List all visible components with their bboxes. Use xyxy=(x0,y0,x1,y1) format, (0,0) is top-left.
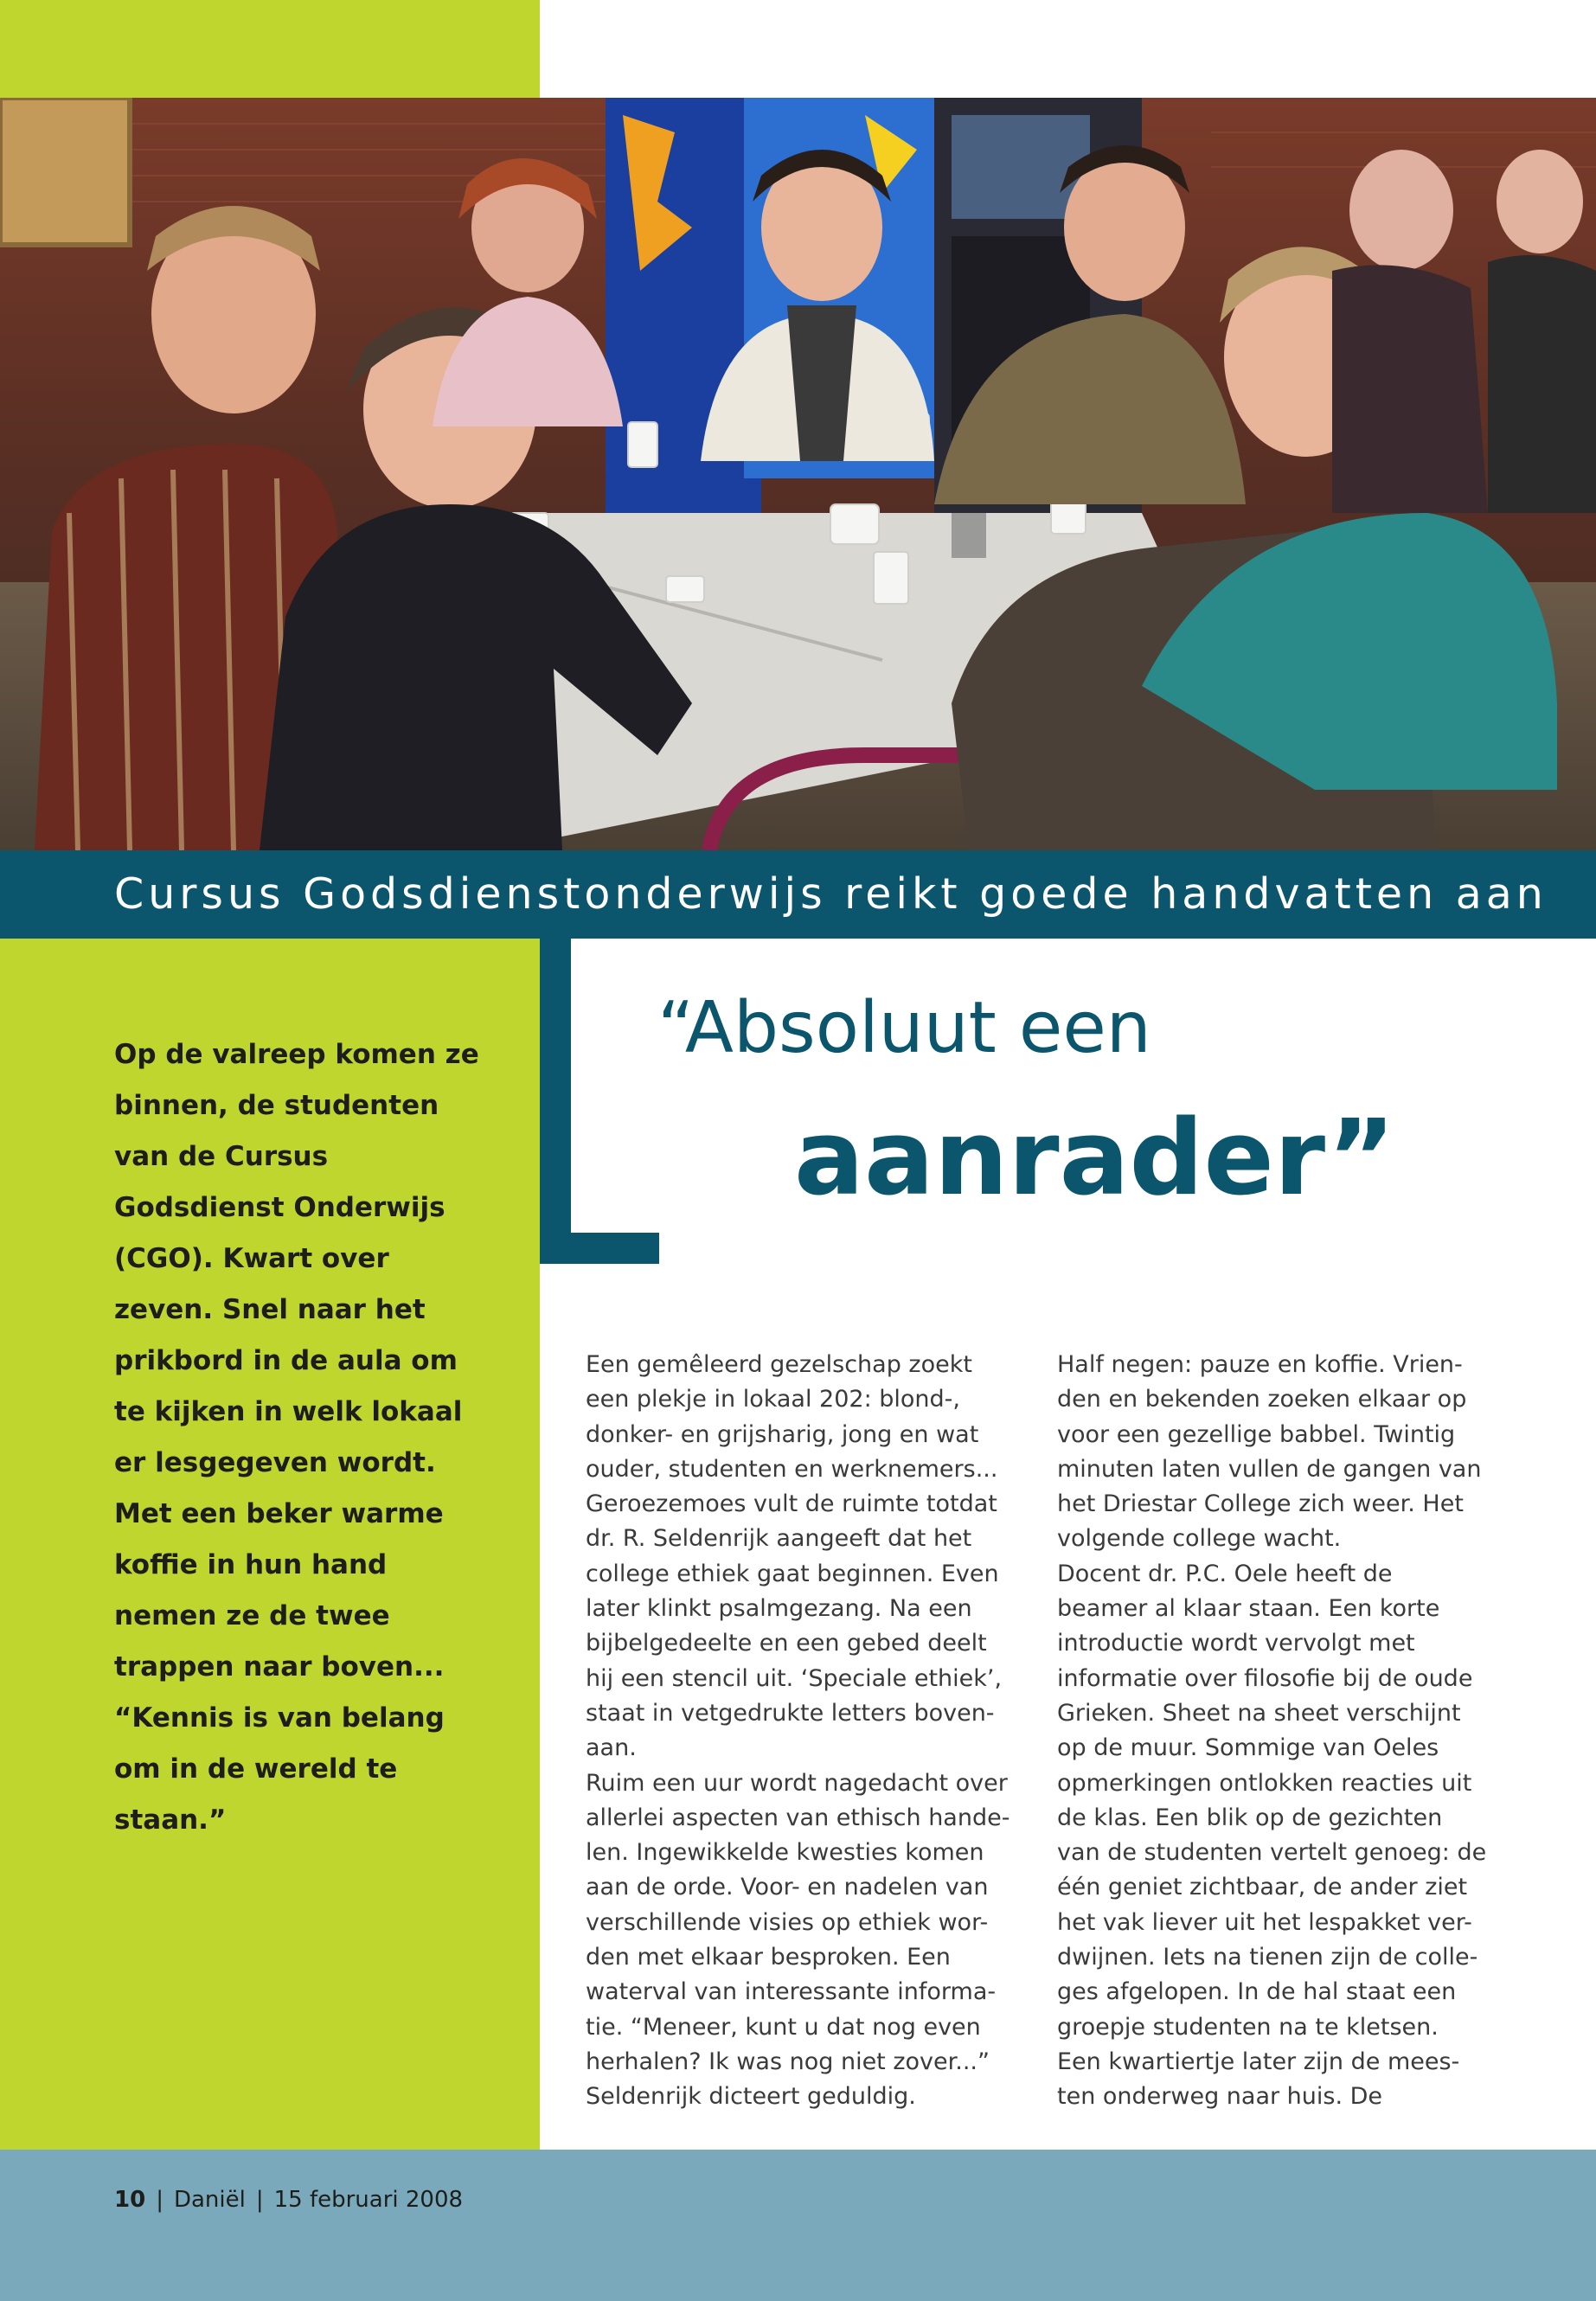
headline-line-1: “Absoluut een xyxy=(657,987,1151,1069)
headline-line-2: aanrader” xyxy=(794,1099,1396,1219)
body-column-1: Een gemêleerd gezelschap zoekt een plekje in lokaal 202: blond-, donker- en grijsharig, jong en wat ouder, studenten en werknemers... Geroezemoes vult de ruimte totdat dr. R. Seldenrijk aangeeft dat het college ethiek gaat beginnen. Even later klinkt psalmgezang. Na een bijbelgedeelte en een gebed deelt hij een stencil uit. ‘Speciale ethiek’, staat in vetgedrukte letters boven- aan. Ruim een uur wordt nagedacht over allerlei aspecten van ethisch hande- len. Ingewikkelde kwesties komen aan de orde. Voor- en nadelen van verschillende visies op ethiek wor- den met elkaar besproken. Een waterval van interessante informa- tie. “Meneer, kunt u dat nog even herhalen? Ik was nog niet zover...” Seldenrijk dicteert geduldig. xyxy=(586,1351,1010,2111)
footer-separator: | xyxy=(156,2187,163,2213)
headline-bracket-vertical xyxy=(540,939,571,1263)
article-banner: Cursus Godsdienstonderwijs reikt goede handvatten aan xyxy=(0,850,1596,939)
issue-date: 15 februari 2008 xyxy=(273,2187,464,2213)
photo-students-at-table xyxy=(0,98,1596,850)
body-column-2: Half negen: pauze en koffie. Vrien- den en bekenden zoeken elkaar op voor een gezellige babbel. Twintig minuten laten vullen de gangen van het Driestar College zich weer. Het volgende college wacht. Docent dr. P.C. Oele heeft de beamer al klaar staan. Een korte introductie wordt vervolgt met informatie over filosofie bij de oude Grieken. Sheet na sheet verschijnt op de muur. Sommige van Oeles opmerkingen ontlokken reacties uit de klas. Een blik op de gezichten van de studenten vertelt genoeg: de één geniet zichtbaar, de ander ziet het vak liever uit het lespakket ver- dwijnen. Iets na tienen zijn de colle- ges afgelopen. In de hal staat een groepje studenten na te kletsen. Een kwartiertje later zijn de mees- ten onderweg naar huis. De xyxy=(1057,1351,1487,2111)
footer-line xyxy=(114,2187,463,2213)
headline-bracket-horizontal xyxy=(540,1233,659,1264)
intro-text: Op de valreep komen ze binnen, de studenten van de Cursus Godsdienst Onderwijs (CGO). Kwart over zeven. Snel naar het prikbord in de aula om te kijken in welk lokaal er lesgegeven wordt. Met een beker warme koffie in hun hand nemen ze de twee trappen naar boven... “Kennis is van belang om in de wereld te staan.” xyxy=(114,1039,479,1836)
page-number: 10 xyxy=(114,2187,146,2213)
footer-separator: | xyxy=(255,2187,264,2213)
article-photo xyxy=(0,98,1596,850)
page-footer xyxy=(0,2150,1596,2301)
lime-accent-block xyxy=(0,0,540,98)
magazine-name: Daniël xyxy=(173,2187,246,2213)
